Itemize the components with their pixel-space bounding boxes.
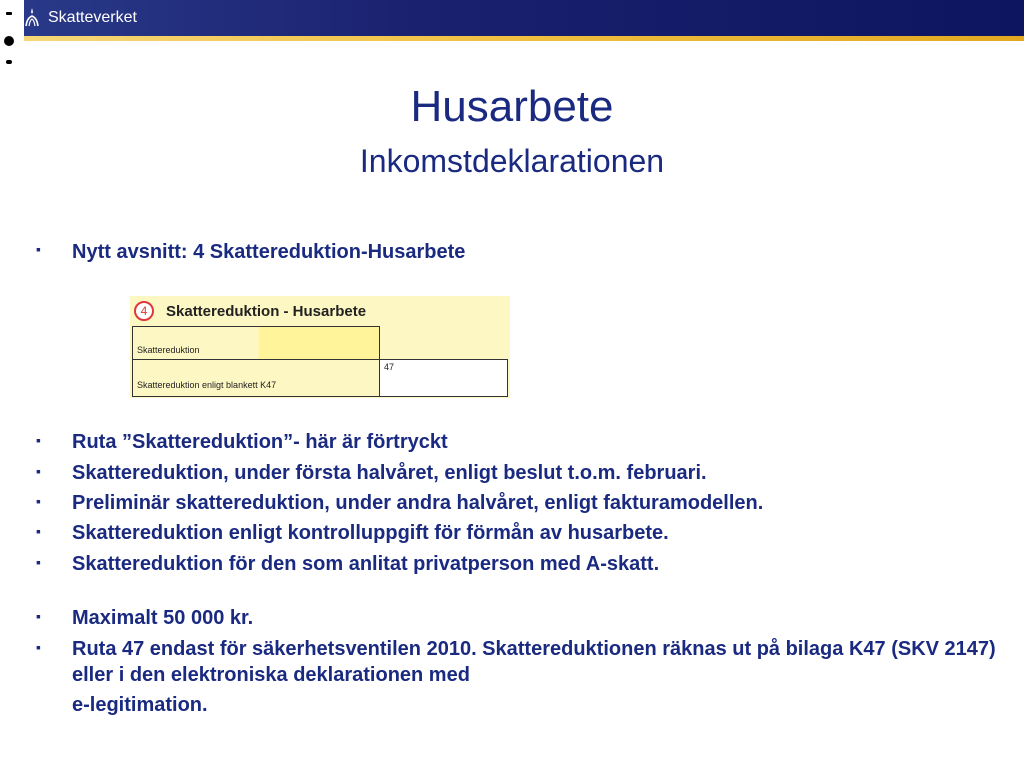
bullet-marker: ▪ [36,554,41,570]
list-item: Ruta ”Skattereduktion”- här är förtryckt [72,431,448,453]
form-row-k47 [132,359,380,397]
form-box-47 [379,359,508,397]
dot-icon[interactable] [6,60,12,64]
dot-icon[interactable] [4,36,14,46]
list-item: Skattereduktion för den som anlitat privatperson med A-skatt. [72,553,660,575]
brand-name: Skatteverket [48,9,137,26]
brand-logo [22,6,137,30]
list-item-continuation: e-legitimation. [72,694,208,716]
form-title: Skattereduktion - Husarbete [166,303,367,320]
bullet-marker: ▪ [36,608,41,624]
bullet-marker: ▪ [36,241,41,257]
slide-title: Husarbete [410,82,614,131]
section-heading: Nytt avsnitt: 4 Skattereduktion-Husarbete [72,241,466,263]
form-row1-label: Skattereduktion [137,345,200,355]
form-row-skattereduktion [132,326,380,360]
bullet-marker: ▪ [36,523,41,539]
bullet-marker: ▪ [36,463,41,479]
header-bar [0,0,1024,36]
form-header [130,296,510,326]
list-item: Skattereduktion, under första halvåret, enligt beslut t.o.m. februari. [72,462,707,484]
list-item: Ruta 47 endast för säkerhetsventilen 2010. Skattereduktionen räknas ut på bilaga K47 (SKV 2147) eller i den elektroniska deklarationen med [72,638,996,686]
form-number-badge: 4 [134,301,154,321]
list-item: Skattereduktion enligt kontrolluppgift för förmån av husarbete. [72,522,669,544]
form-row2-label: Skattereduktion enligt blankett K47 [137,380,277,390]
list-item: Preliminär skattereduktion, under andra halvåret, enligt fakturamodellen. [72,492,764,514]
dot-icon[interactable] [6,12,12,15]
bullet-marker: ▪ [36,493,41,509]
form-box-number: 47 [384,362,395,372]
slide-subtitle: Inkomstdeklarationen [359,143,665,179]
form-snippet [130,296,510,398]
list-item: Maximalt 50 000 kr. [72,607,254,629]
bullet-marker: ▪ [36,639,41,655]
crown-logo-icon [22,6,42,30]
bullet-marker: ▪ [36,432,41,448]
slide-nav-strip [0,0,24,80]
header-accent-line [0,36,1024,41]
